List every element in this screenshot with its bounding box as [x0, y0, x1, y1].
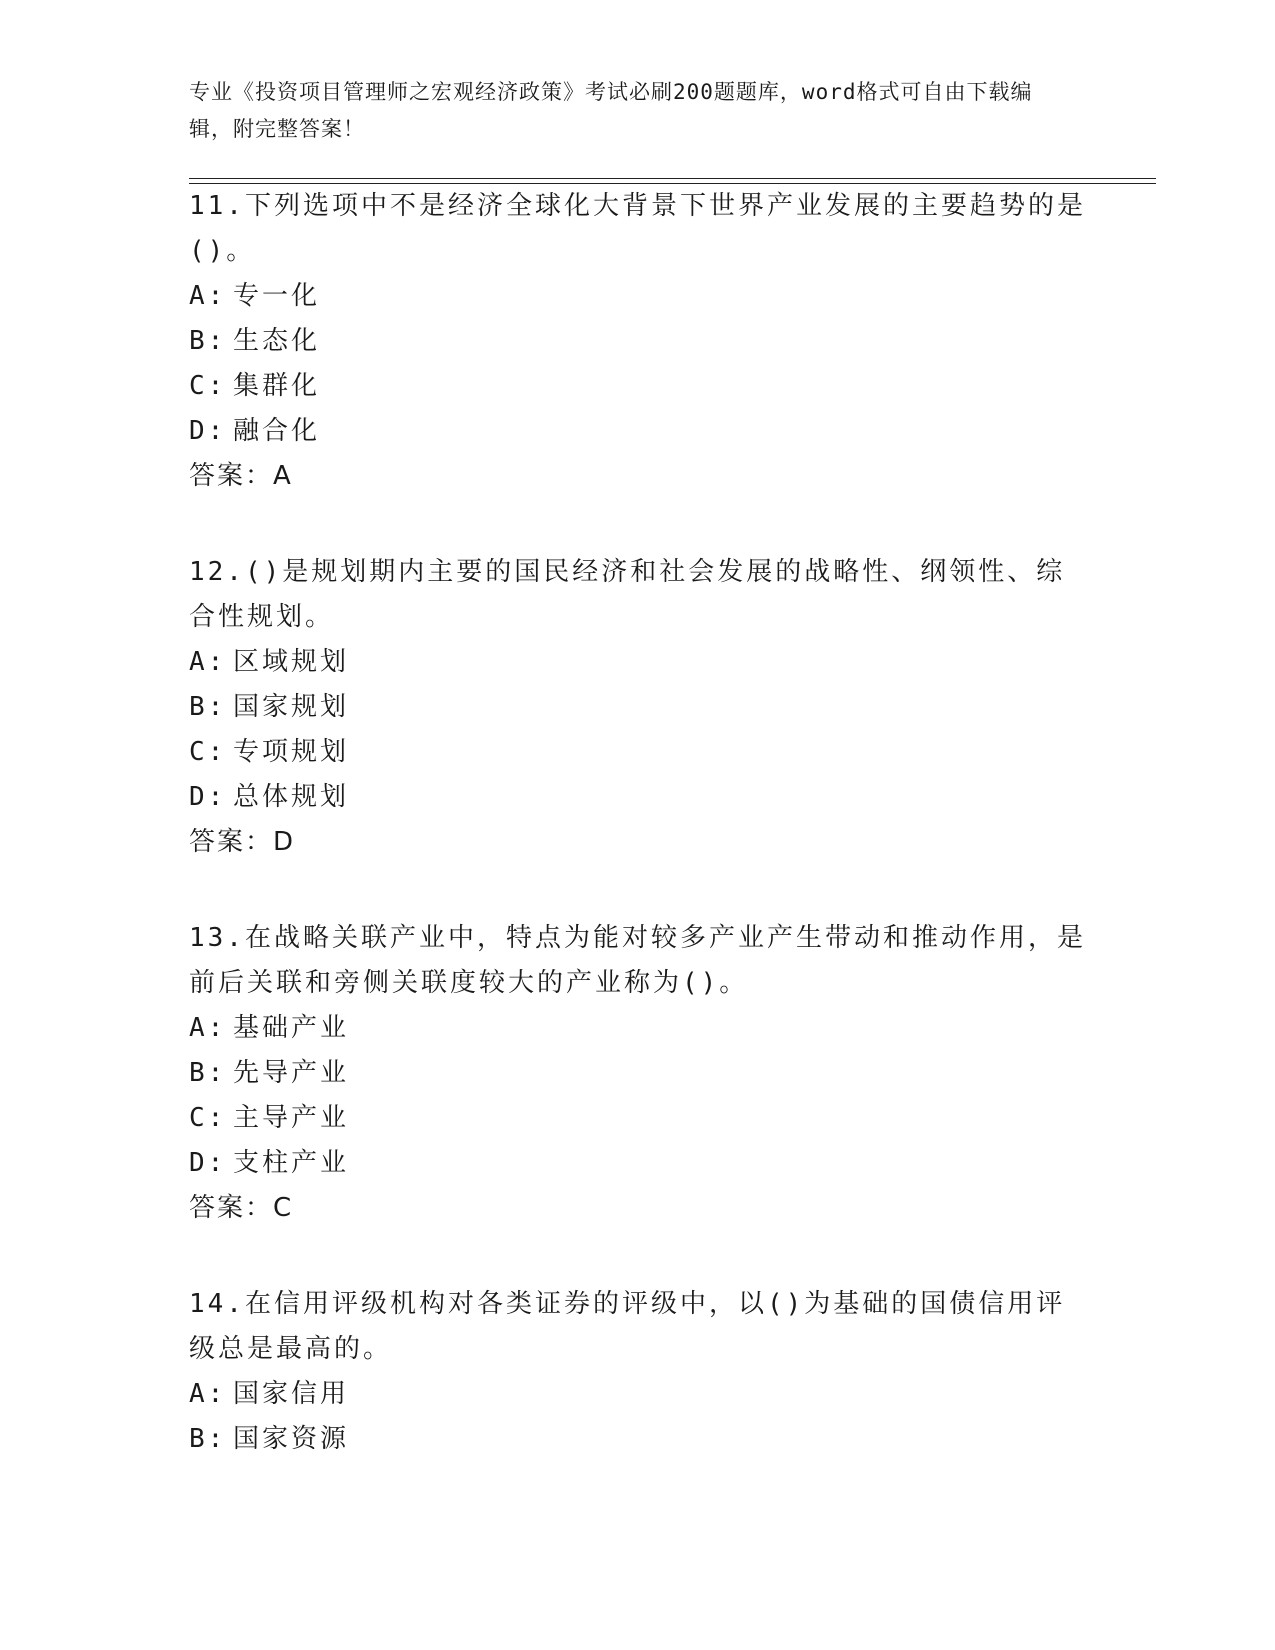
option-key: C: [189, 737, 227, 767]
option-key: C: [189, 371, 227, 401]
option-text: 生态化 [233, 326, 321, 356]
option-d [189, 775, 1089, 820]
question-11 [189, 184, 1089, 499]
option-key: A: [189, 1013, 227, 1043]
option-text: 专项规划 [233, 737, 350, 767]
option-c [189, 364, 1089, 409]
option-b [189, 319, 1089, 364]
question-stem: 14.在信用评级机构对各类证券的评级中，以()为基础的国债信用评级总是最高的。 [189, 1289, 1066, 1364]
option-key: C: [189, 1103, 227, 1133]
question-stem: 11.下列选项中不是经济全球化大背景下世界产业发展的主要趋势的是()。 [189, 191, 1086, 266]
option-text: 融合化 [233, 416, 321, 446]
option-b [189, 685, 1089, 730]
option-text: 国家资源 [233, 1424, 350, 1454]
option-text: 集群化 [233, 371, 321, 401]
option-key: B: [189, 1058, 227, 1088]
option-key: B: [189, 326, 227, 356]
option-a [189, 1372, 1089, 1417]
option-d [189, 409, 1089, 454]
option-key: D: [189, 1148, 227, 1178]
option-text: 主导产业 [233, 1103, 350, 1133]
question-12 [189, 550, 1089, 865]
option-c [189, 730, 1089, 775]
option-key: A: [189, 647, 227, 677]
option-d [189, 1141, 1089, 1186]
option-b [189, 1417, 1089, 1462]
option-key: D: [189, 782, 227, 812]
question-stem: 13.在战略关联产业中，特点为能对较多产业产生带动和推动作用，是前后关联和旁侧关联度较大的产业称为()。 [189, 923, 1086, 998]
option-text: 国家信用 [233, 1379, 350, 1409]
option-a [189, 640, 1089, 685]
option-key: B: [189, 692, 227, 722]
option-text: 专一化 [233, 281, 321, 311]
option-key: D: [189, 416, 227, 446]
question-14 [189, 1282, 1089, 1462]
option-b [189, 1051, 1089, 1096]
option-text: 先导产业 [233, 1058, 350, 1088]
option-text: 支柱产业 [233, 1148, 350, 1178]
answer-line: 答案：D [189, 827, 296, 857]
question-13 [189, 916, 1089, 1231]
document-header: 专业《投资项目管理师之宏观经济政策》考试必刷200题题库，word格式可自由下载编辑，附完整答案！ [189, 80, 1033, 141]
option-a [189, 274, 1089, 319]
option-a [189, 1006, 1089, 1051]
option-text: 总体规划 [233, 782, 350, 812]
header-divider-top [189, 178, 1156, 179]
option-text: 基础产业 [233, 1013, 350, 1043]
option-text: 国家规划 [233, 692, 350, 722]
option-key: A: [189, 1379, 227, 1409]
option-c [189, 1096, 1089, 1141]
option-key: B: [189, 1424, 227, 1454]
answer-line: 答案：A [189, 461, 293, 491]
option-text: 区域规划 [233, 647, 350, 677]
answer-line: 答案：C [189, 1193, 294, 1223]
question-stem: 12.()是规划期内主要的国民经济和社会发展的战略性、纲领性、综合性规划。 [189, 557, 1066, 632]
option-key: A: [189, 281, 227, 311]
